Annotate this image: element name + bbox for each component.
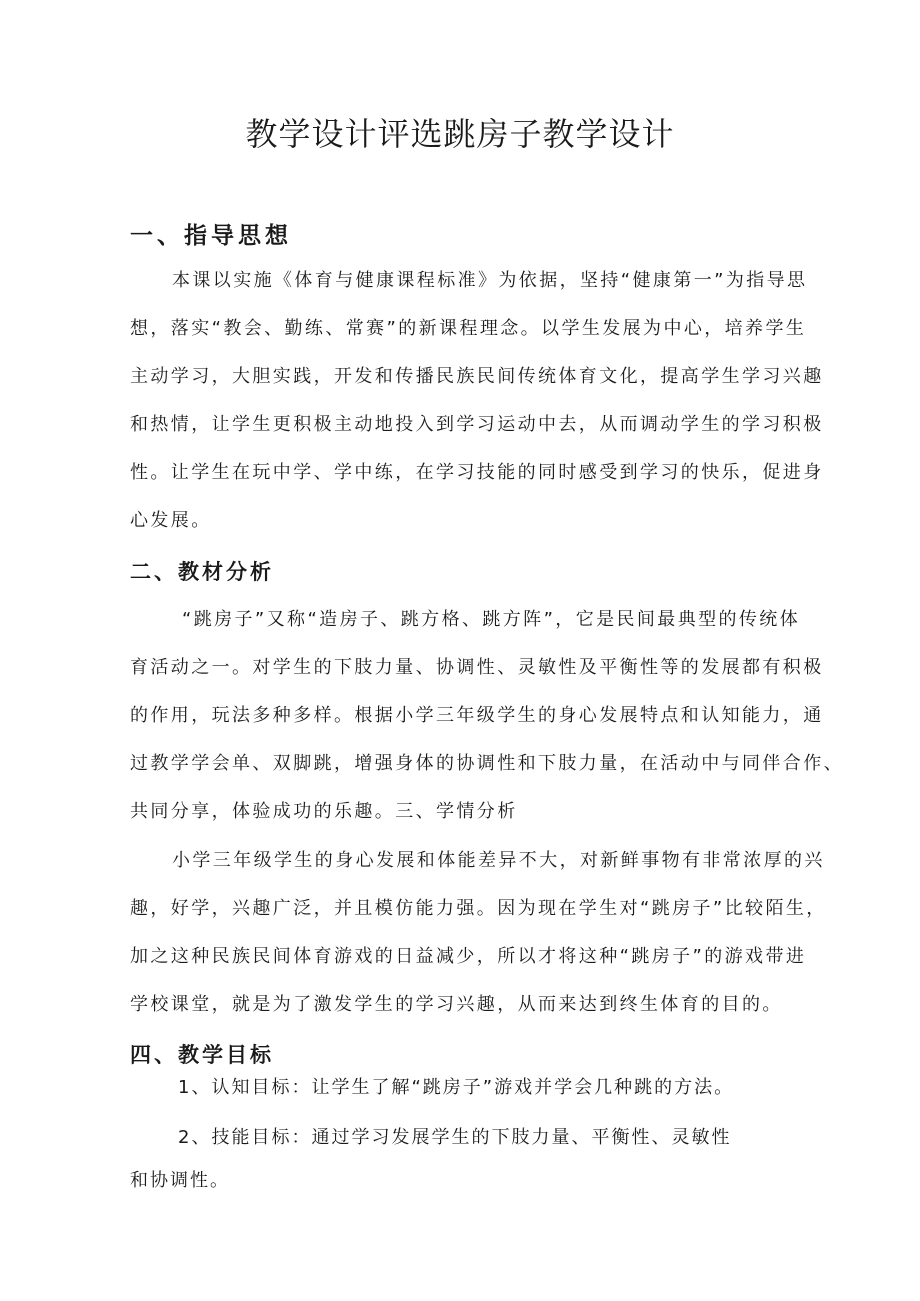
paragraph-line: 学校课堂，就是为了激发学生的学习兴趣，从而来达到终生体育的目的。 [130, 994, 783, 1015]
paragraph-line: 过教学学会单、双脚跳，增强身体的协调性和下肢力量，在活动中与同伴合作、 [130, 753, 844, 774]
paragraph-line: “跳房子”又称“造房子、跳方格、跳方阵”，它是民间最典型的传统体 [182, 609, 801, 630]
section-body-guiding-ideology [130, 257, 824, 545]
paragraph-line: 性。让学生在玩中学、学中练，在学习技能的同时感受到学习的快乐，促进身 [130, 462, 824, 483]
objective-item-cognitive: 1、认知目标：让学生了解“跳房子”游戏并学会几种跳的方法。 [178, 1077, 735, 1098]
paragraph-line: 趣，好学，兴趣广泛，并且模仿能力强。因为现在学生对“跳房子”比较陌生， [130, 898, 827, 919]
paragraph-line: 育活动之一。对学生的下肢力量、协调性、灵敏性及平衡性等的发展都有积极 [130, 657, 824, 678]
paragraph-line: 和热情，让学生更积极主动地投入到学习运动中去，从而调动学生的学习积极 [130, 414, 824, 435]
paragraph-line: 的作用，玩法多种多样。根据小学三年级学生的身心发展特点和认知能力，通 [130, 705, 824, 726]
paragraph-line: 想，落实“教会、勤练、常赛”的新课程理念。以学生发展为中心，培养学生 [130, 318, 807, 339]
section-body-learner-analysis [130, 837, 827, 1029]
paragraph-line: 小学三年级学生的身心发展和体能差异不大，对新鲜事物有非常浓厚的兴 [172, 850, 825, 871]
section-heading-teaching-objectives: 四、教学目标 [130, 1043, 274, 1067]
document-title: 教学设计评选跳房子教学设计 [245, 115, 675, 153]
section-heading-guiding-ideology: 一、指导思想 [130, 223, 292, 249]
paragraph-line: 本课以实施《体育与健康课程标准》为依据，坚持“健康第一”为指导思 [172, 270, 808, 291]
paragraph-line: 心发展。 [130, 510, 212, 531]
section-body-material-analysis [130, 596, 844, 836]
paragraph-line: 主动学习，大胆实践，开发和传播民族民间传统体育文化，提高学生学习兴趣 [130, 366, 824, 387]
paragraph-line: 加之这种民族民间体育游戏的日益减少，所以才将这种“跳房子”的游戏带进 [130, 946, 807, 967]
section-heading-material-analysis: 二、教材分析 [130, 560, 274, 584]
objective-item-skill-continued: 和协调性。 [130, 1170, 230, 1191]
objective-item-skill: 2、技能目标：通过学习发展学生的下肢力量、平衡性、灵敏性 [178, 1127, 732, 1148]
paragraph-line: 共同分享，体验成功的乐趣。三、学情分析 [130, 801, 518, 822]
